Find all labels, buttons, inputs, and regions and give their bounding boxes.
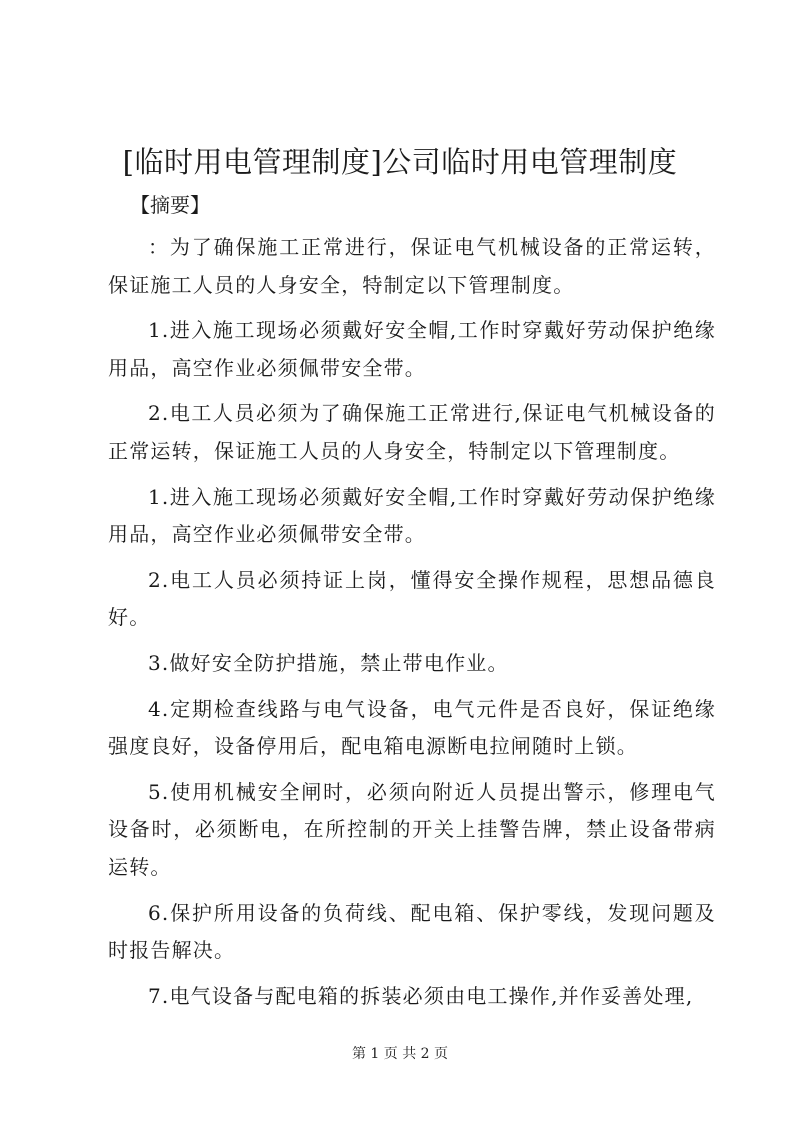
- paragraph: 2.电工人员必须为了确保施工正常进行,保证电气机械设备的正常运转，保证施工人员的人身安全，特制定以下管理制度。: [108, 401, 716, 463]
- document-body: [108, 229, 716, 1023]
- paragraph: ：为了确保施工正常进行，保证电气机械设备的正常运转，保证施工人员的人身安全，特制定以下管理制度。: [108, 235, 716, 297]
- paragraph: 2.电工人员必须持证上岗，懂得安全操作规程，思想品德良好。: [108, 567, 716, 630]
- paragraph: 7.电气设备与配电箱的拆装必须由电工操作,并作妥善处理,: [148, 983, 694, 1008]
- paragraph: 6.保护所用设备的负荷线、配电箱、保护零线，发现问题及时报告解决。: [108, 900, 716, 963]
- page-footer: 第 1 页 共 2 页: [351, 1046, 449, 1062]
- abstract-label: 【摘要】: [130, 193, 210, 217]
- paragraph: 1.进入施工现场必须戴好安全帽,工作时穿戴好劳动保护绝缘用品，高空作业必须佩带安全带。: [108, 318, 716, 380]
- document-title: [临时用电管理制度]公司临时用电管理制度: [122, 145, 678, 179]
- paragraph: 3.做好安全防护措施，禁止带电作业。: [148, 650, 509, 675]
- paragraph: 4.定期检查线路与电气设备，电气元件是否良好，保证绝缘强度良好，设备停用后，配电箱电源断电拉闸随时上锁。: [108, 696, 716, 759]
- paragraph: 1.进入施工现场必须戴好安全帽,工作时穿戴好劳动保护绝缘用品，高空作业必须佩带安全带。: [108, 484, 716, 547]
- paragraph: 5.使用机械安全闸时，必须向附近人员提出警示，修理电气设备时，必须断电，在所控制的开关上挂警告牌，禁止设备带病运转。: [108, 779, 716, 879]
